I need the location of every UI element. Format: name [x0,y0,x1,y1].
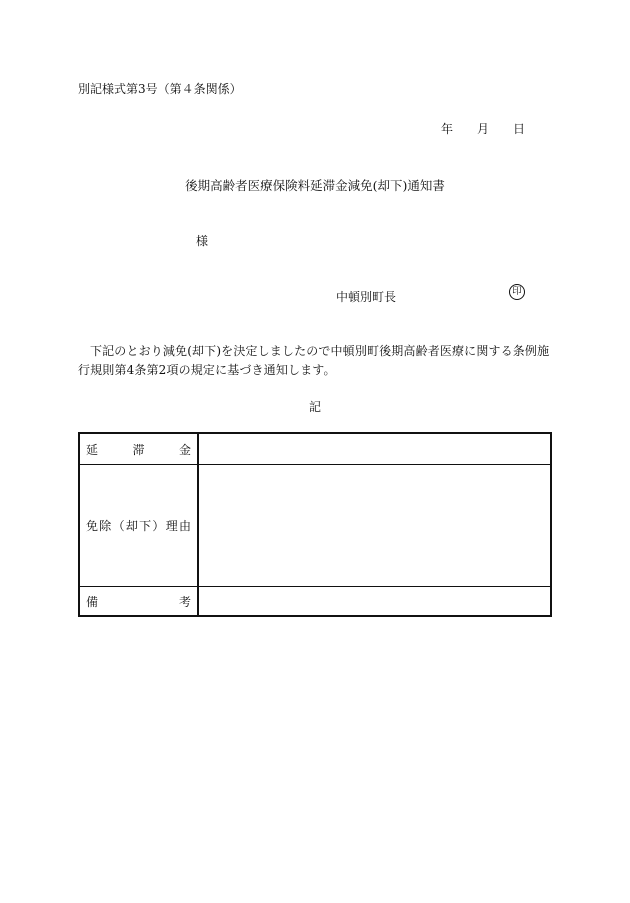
label-char: （ [112,519,125,533]
label-reason [80,465,199,587]
body-paragraph: 下記のとおり減免(却下)を決定しましたので中頓別町後期高齢者医療に関する条例施行規則第4条第2項の規定に基づき通知します。 [78,344,550,377]
date-line [441,120,525,137]
date-year: 年 [441,122,454,136]
label-char: 延 [86,442,99,457]
value-entaikin[interactable] [199,434,550,465]
detail-table [78,432,552,617]
label-char: 下 [139,519,152,533]
date-day: 日 [513,122,526,136]
label-char: 由 [178,519,191,533]
label-char: 理 [165,519,178,533]
label-char: 却 [125,519,138,533]
addressee-honorific: 様 [196,234,209,248]
seal-mark: 印 [509,284,525,300]
form-number: 別記様式第3号（第４条関係） [78,82,242,96]
label-remarks [80,587,199,615]
label-char: 免 [86,519,99,533]
label-char: ） [152,519,165,533]
label-entaikin [80,434,199,465]
date-month: 月 [477,122,490,136]
label-char: 除 [99,519,112,533]
label-char: 金 [178,442,191,457]
label-char: 滞 [132,442,145,457]
value-reason[interactable] [199,465,550,587]
value-remarks[interactable] [199,587,550,615]
ki-heading: 記 [308,400,321,414]
label-char: 備 [86,594,99,609]
issuer-name: 中頓別町長 [336,290,397,304]
document-title: 後期高齢者医療保険料延滞金減免(却下)通知書 [185,178,445,193]
label-char: 考 [178,594,191,609]
